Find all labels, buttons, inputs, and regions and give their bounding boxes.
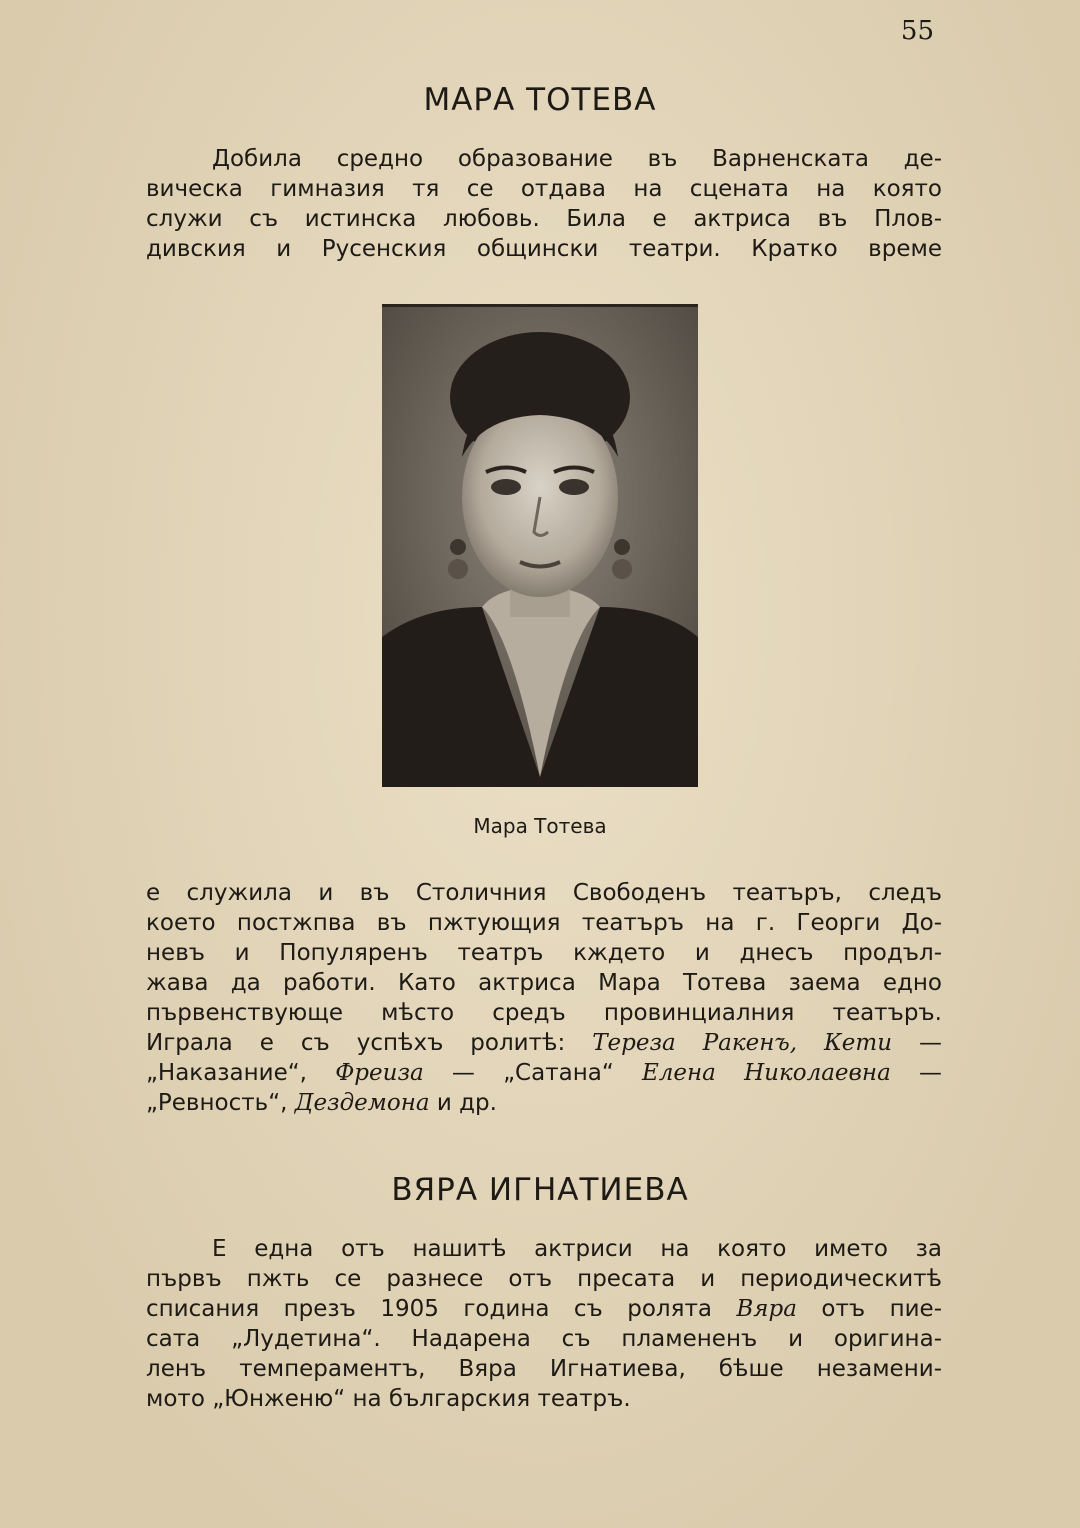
text-line: мото „Юнженю“ на българския театръ. [146, 1386, 631, 1412]
page-number: 55 [900, 16, 934, 46]
heading-vyara-ignatieva: ВЯРА ИГНАТИЕВА [391, 1172, 689, 1208]
role-title: Дездемона [294, 1090, 430, 1116]
roles-line [146, 1028, 942, 1058]
role-title: Фреиза [335, 1060, 424, 1086]
text-line: първенствующе мѣсто средъ провинциалния театъръ. [146, 1000, 942, 1026]
role-title: Вяра [736, 1296, 797, 1322]
text-line: Добила средно образование въ Варненската де- [212, 146, 942, 172]
text-fragment: — [890, 1060, 943, 1086]
text-fragment: „Наказание“, [146, 1060, 336, 1086]
text-line: дивския и Русенския общински театри. Кратко време [146, 236, 942, 262]
role-title: Елена Николаевна [641, 1060, 891, 1086]
role-title: Тереза Ракенъ, Кети [592, 1030, 893, 1056]
text-fragment: „Ревность“, [146, 1090, 295, 1116]
section2-paragraph [146, 1234, 942, 1414]
text-line: Е една отъ нашитѣ актриси на която името за [212, 1236, 942, 1262]
text-fragment: — [892, 1030, 942, 1056]
roles-line [146, 1088, 942, 1118]
text-line: жава да работи. Като актриса Мара Тотева заема едно [146, 970, 942, 996]
text-line: невъ и Популяренъ театръ кждето и днесъ продъл- [146, 940, 942, 966]
portrait-photo [382, 304, 698, 787]
text-fragment: отъ пие- [796, 1296, 943, 1322]
photo-caption: Мара Тотева [473, 814, 607, 838]
text-line: което постжпва въ пжтующия театъръ на г. Георги До- [146, 910, 942, 936]
text-line: сата „Лудетина“. Надарена съ пламененъ и оригина- [146, 1326, 942, 1352]
intro-paragraph [146, 144, 942, 264]
text-fragment: — „Сатана“ [423, 1060, 642, 1086]
text-fragment: и др. [429, 1090, 497, 1116]
text-line [146, 1294, 942, 1324]
text-line: първъ пжть се разнесе отъ пресата и периодическитѣ [146, 1266, 942, 1292]
body-paragraph [146, 878, 942, 1118]
text-fragment: Играла е съ успѣхъ ролитѣ: [146, 1030, 593, 1056]
text-line: вическа гимназия тя се отдава на сцената на която [146, 176, 942, 202]
text-line: е служила и въ Столичния Свободенъ театъръ, следъ [146, 880, 942, 906]
roles-line [146, 1058, 942, 1088]
text-line: ленъ темпераментъ, Вяра Игнатиева, бѣше незамени- [146, 1356, 942, 1382]
text-line: служи съ истинска любовь. Била е актриса въ Плов- [146, 206, 942, 232]
heading-mara-toteva: МАРА ТОТЕВА [423, 82, 657, 118]
text-fragment: списания презъ 1905 година съ ролята [146, 1296, 737, 1322]
